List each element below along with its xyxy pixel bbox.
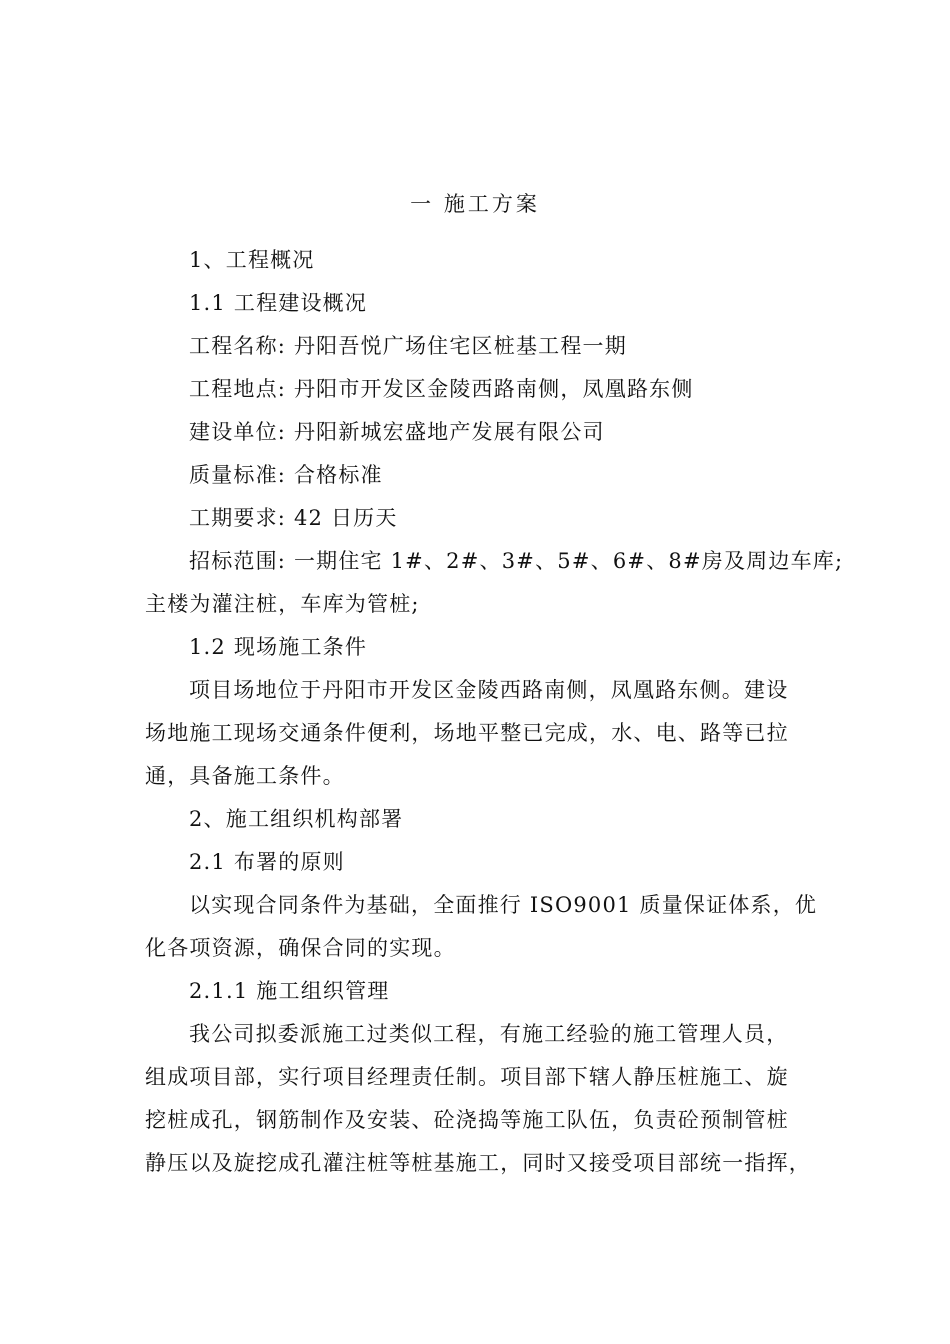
document-title: 一 施工方案 <box>410 192 540 216</box>
project-name-line: 工程名称: 丹阳吾悦广场住宅区桩基工程一期 <box>189 334 627 358</box>
site-paragraph-line-2: 场地施工现场交通条件便利，场地平整已完成，水、电、路等已拉 <box>145 721 789 745</box>
builder-line: 建设单位: 丹阳新城宏盛地产发展有限公司 <box>189 420 605 444</box>
scope-line-2: 主楼为灌注桩，车库为管桩; <box>145 592 420 616</box>
management-paragraph-line-3: 挖桩成孔，钢筋制作及安装、砼浇捣等施工队伍，负责砼预制管桩 <box>145 1108 789 1132</box>
scope-line-1: 招标范围: 一期住宅 1#、2#、3#、5#、6#、8#房及周边车库; <box>189 549 844 573</box>
quality-line: 质量标准: 合格标准 <box>189 463 383 487</box>
section-1-1-heading: 1.1 工程建设概况 <box>189 291 368 315</box>
section-2-heading: 2、施工组织机构部署 <box>189 807 404 831</box>
section-2-1-heading: 2.1 布署的原则 <box>189 850 345 874</box>
principle-paragraph-line-1: 以实现合同条件为基础，全面推行 ISO9001 质量保证体系，优 <box>189 893 818 917</box>
duration-line: 工期要求: 42 日历天 <box>189 506 398 530</box>
principle-paragraph-line-2: 化各项资源，确保合同的实现。 <box>145 936 456 960</box>
project-location-line: 工程地点: 丹阳市开发区金陵西路南侧，凤凰路东侧 <box>189 377 694 401</box>
management-paragraph-line-1: 我公司拟委派施工过类似工程，有施工经验的施工管理人员， <box>189 1022 789 1046</box>
site-paragraph-line-1: 项目场地位于丹阳市开发区金陵西路南侧，凤凰路东侧。建设 <box>189 678 789 702</box>
site-paragraph-line-3: 通，具备施工条件。 <box>145 764 345 788</box>
section-1-heading: 1、工程概况 <box>189 248 315 272</box>
section-2-1-1-heading: 2.1.1 施工组织管理 <box>189 979 390 1003</box>
section-1-2-heading: 1.2 现场施工条件 <box>189 635 368 659</box>
management-paragraph-line-2: 组成项目部，实行项目经理责任制。项目部下辖人静压桩施工、旋 <box>145 1065 789 1089</box>
management-paragraph-line-4: 静压以及旋挖成孔灌注桩等桩基施工，同时又接受项目部统一指挥， <box>145 1151 811 1175</box>
